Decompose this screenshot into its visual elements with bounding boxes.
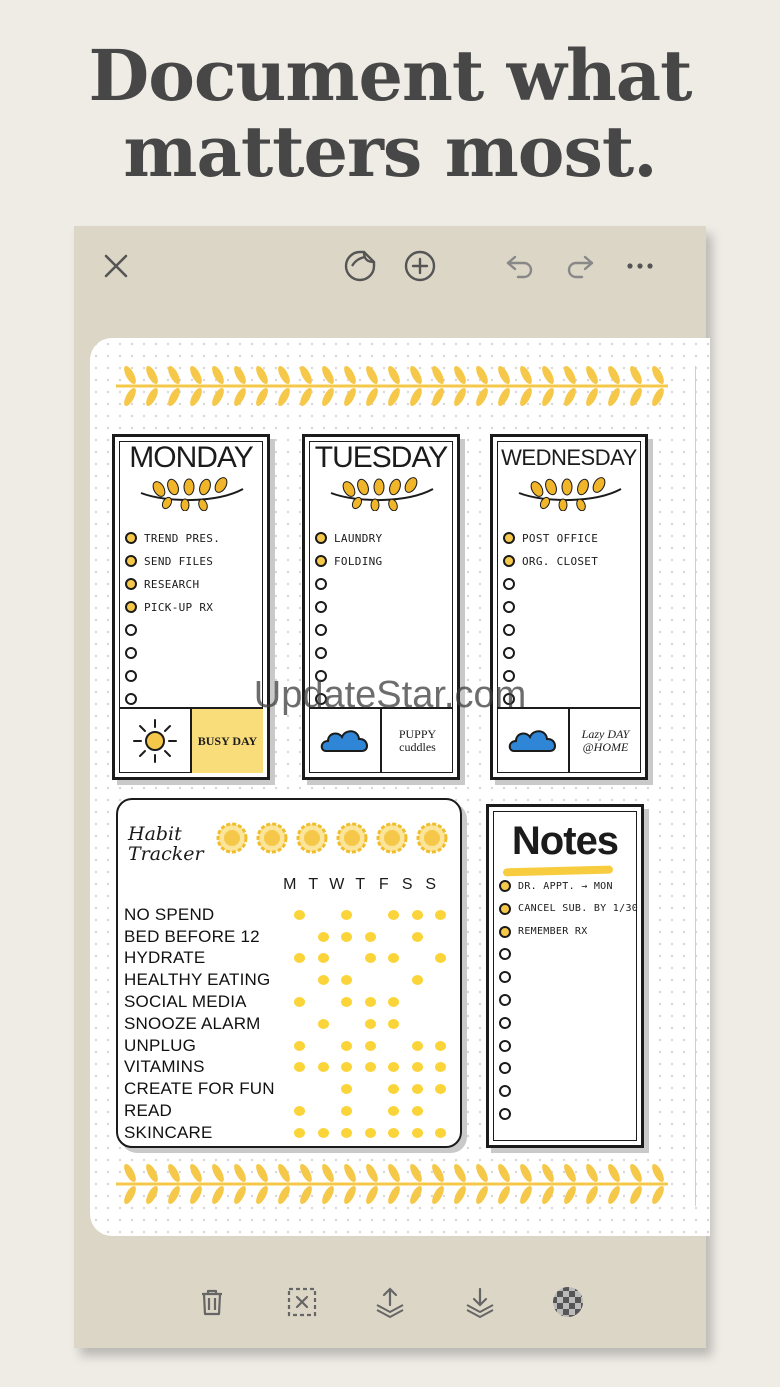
weekday-label: F <box>378 876 389 893</box>
habit-day-cell[interactable] <box>312 910 336 920</box>
habit-list <box>124 904 453 1144</box>
habit-day-cell[interactable] <box>382 975 406 985</box>
doodle-cell <box>497 709 568 773</box>
leaf-branch-icon <box>327 475 437 511</box>
habit-day-cell[interactable] <box>288 1062 312 1072</box>
habit-done-dot <box>341 1106 352 1116</box>
note-bullet[interactable] <box>499 994 511 1006</box>
habit-row[interactable] <box>124 1035 453 1057</box>
habit-day-cell[interactable] <box>406 1062 430 1072</box>
note-bullet[interactable] <box>499 880 511 892</box>
task-item[interactable] <box>315 552 382 570</box>
sun-badge-icon <box>216 822 248 854</box>
habit-day-cell[interactable] <box>406 910 430 920</box>
habit-day-cell[interactable] <box>359 1019 383 1029</box>
habit-day-cell[interactable] <box>312 953 336 963</box>
note-bullet[interactable] <box>499 903 511 915</box>
habit-done-dot <box>412 910 423 920</box>
task-bullet[interactable] <box>125 647 137 659</box>
note-bullet[interactable] <box>499 1085 511 1097</box>
habit-name: VITAMINS <box>124 1057 205 1077</box>
sun-badge-icon <box>296 822 328 854</box>
habit-done-dot <box>412 1062 423 1072</box>
habit-done-dot <box>318 1128 329 1138</box>
task-item[interactable] <box>315 598 334 616</box>
habit-done-dot <box>341 1084 352 1094</box>
habit-done-dot <box>341 910 352 920</box>
habit-done-dot <box>365 997 376 1007</box>
task-bullet[interactable] <box>503 624 515 636</box>
weekday-label: S <box>425 876 437 893</box>
sun-badge-icon <box>376 822 408 854</box>
habit-day-cell[interactable] <box>288 1106 312 1116</box>
sun-badge-icon <box>336 822 368 854</box>
weekday-header <box>278 876 443 894</box>
habit-done-dot <box>365 1062 376 1072</box>
habit-day-cell[interactable] <box>288 1041 312 1051</box>
habit-day-cell[interactable] <box>312 1128 336 1138</box>
task-label: FOLDING <box>334 554 383 568</box>
close-icon <box>99 249 133 283</box>
habit-done-dot <box>388 1062 399 1072</box>
habit-done-dot <box>388 1084 399 1094</box>
delete-button[interactable] <box>190 1280 234 1324</box>
habit-day-cell[interactable] <box>312 1019 336 1029</box>
task-label: ORG. CLOSET <box>522 554 599 568</box>
task-label: SEND FILES <box>144 554 214 568</box>
habit-done-dot <box>341 932 352 942</box>
habit-done-dot <box>341 1062 352 1072</box>
habit-day-cell[interactable] <box>382 1084 406 1094</box>
habit-day-cell[interactable] <box>406 932 430 942</box>
habit-done-dot <box>412 1041 423 1051</box>
note-item[interactable] <box>499 877 613 895</box>
habit-done-dot <box>318 1062 329 1072</box>
habit-done-dot <box>388 953 399 963</box>
task-bullet[interactable] <box>125 601 137 613</box>
habit-day-cell[interactable] <box>359 1062 383 1072</box>
day-title: MONDAY <box>129 441 253 474</box>
habit-day-cell[interactable] <box>406 1106 430 1116</box>
task-bullet[interactable] <box>503 532 515 544</box>
habit-done-dot <box>365 953 376 963</box>
habit-done-dot <box>388 1128 399 1138</box>
add-icon <box>403 249 437 283</box>
task-bullet[interactable] <box>315 578 327 590</box>
habit-tracker-title-line: Tracker <box>128 843 204 865</box>
sun-badge-icon <box>256 822 288 854</box>
habit-day-cell[interactable] <box>406 997 430 1007</box>
habit-day-cell[interactable] <box>359 1041 383 1051</box>
habit-day-cell[interactable] <box>429 997 453 1007</box>
note-item[interactable] <box>499 1059 518 1077</box>
habit-done-dot <box>318 953 329 963</box>
task-label: POST OFFICE <box>522 531 599 545</box>
move-up-layer-button[interactable] <box>368 1280 412 1324</box>
task-bullet[interactable] <box>503 601 515 613</box>
note-item[interactable] <box>499 900 638 918</box>
notes-title: Notes <box>511 819 619 863</box>
habit-done-dot <box>388 997 399 1007</box>
habit-day-cell[interactable] <box>312 997 336 1007</box>
habit-done-dot <box>318 932 329 942</box>
note-bullet[interactable] <box>499 926 511 938</box>
task-label: RESEARCH <box>144 577 200 591</box>
habit-day-cell[interactable] <box>312 932 336 942</box>
habit-done-dot <box>294 1106 305 1116</box>
undo-button[interactable] <box>498 244 542 288</box>
task-bullet[interactable] <box>315 555 327 567</box>
habit-day-cell[interactable] <box>288 910 312 920</box>
page-scrollbar[interactable] <box>695 366 696 1206</box>
task-bullet[interactable] <box>125 532 137 544</box>
note-item[interactable] <box>499 991 518 1009</box>
habit-day-cell[interactable] <box>382 932 406 942</box>
habit-day-cell[interactable] <box>382 910 406 920</box>
note-bullet[interactable] <box>499 1040 511 1052</box>
habit-row[interactable] <box>124 904 453 926</box>
weekday-label: S <box>401 876 413 893</box>
habit-done-dot <box>294 910 305 920</box>
habit-day-cell[interactable] <box>312 1106 336 1116</box>
habit-row[interactable] <box>124 926 453 948</box>
note-item[interactable] <box>499 1082 518 1100</box>
habit-done-dot <box>388 1106 399 1116</box>
habit-done-dot <box>294 1041 305 1051</box>
habit-day-cell[interactable] <box>429 1062 453 1072</box>
habit-tracker-title-line: Habit <box>128 823 182 845</box>
habit-day-cell[interactable] <box>335 932 359 942</box>
habit-done-dot <box>294 1062 305 1072</box>
task-bullet[interactable] <box>315 532 327 544</box>
habit-day-cell[interactable] <box>382 1019 406 1029</box>
habit-day-cell[interactable] <box>335 953 359 963</box>
habit-name: BED BEFORE 12 <box>124 926 260 946</box>
weekday-label: W <box>329 876 345 893</box>
habit-day-cell[interactable] <box>288 997 312 1007</box>
doodle-label: Lazy DAY @HOME <box>581 727 630 754</box>
note-bullet[interactable] <box>499 971 511 983</box>
habit-done-dot <box>365 932 376 942</box>
bottom-vine-decoration <box>112 1162 672 1206</box>
habit-day-cell[interactable] <box>312 975 336 985</box>
habit-row[interactable] <box>124 991 453 1013</box>
habit-done-dot <box>435 1084 446 1094</box>
task-item[interactable] <box>315 644 334 662</box>
app-window <box>74 226 706 1348</box>
sticker-button[interactable] <box>338 244 382 288</box>
habit-done-dot <box>388 1019 399 1029</box>
task-item[interactable] <box>125 552 213 570</box>
note-item[interactable] <box>499 968 518 986</box>
task-bullet[interactable] <box>315 647 327 659</box>
doodle-cell <box>568 709 641 773</box>
habit-day-cell[interactable] <box>312 1084 336 1094</box>
transparency-button[interactable] <box>546 1280 590 1324</box>
habit-day-cell[interactable] <box>359 1084 383 1094</box>
habit-done-dot <box>435 1128 446 1138</box>
move-up-layer-icon <box>373 1285 407 1319</box>
habit-name: HYDRATE <box>124 948 206 968</box>
habit-done-dot <box>412 1084 423 1094</box>
habit-day-cell[interactable] <box>335 1019 359 1029</box>
deselect-button[interactable] <box>280 1280 324 1324</box>
habit-done-dot <box>341 1041 352 1051</box>
habit-done-dot <box>412 1106 423 1116</box>
task-bullet[interactable] <box>315 624 327 636</box>
habit-day-cell[interactable] <box>406 975 430 985</box>
habit-name: SOCIAL MEDIA <box>124 992 247 1012</box>
habit-row[interactable] <box>124 1057 453 1079</box>
doodle-cell <box>190 709 263 773</box>
journal-page[interactable] <box>90 338 710 1236</box>
day-card-wednesday[interactable] <box>490 434 648 780</box>
task-item[interactable] <box>125 529 220 547</box>
add-button[interactable] <box>398 244 442 288</box>
habit-day-cell[interactable] <box>382 1106 406 1116</box>
habit-day-cell[interactable] <box>382 1128 406 1138</box>
task-bullet[interactable] <box>315 601 327 613</box>
habit-day-cell[interactable] <box>429 1106 453 1116</box>
leaf-branch-icon <box>137 475 247 511</box>
habit-day-cell[interactable] <box>429 932 453 942</box>
trash-icon <box>195 1285 229 1319</box>
habit-done-dot <box>294 997 305 1007</box>
habit-day-cell[interactable] <box>429 1128 453 1138</box>
habit-done-dot <box>435 1062 446 1072</box>
habit-day-cell[interactable] <box>359 997 383 1007</box>
watermark: UpdateStar.com <box>253 674 527 716</box>
redo-button[interactable] <box>558 244 602 288</box>
habit-day-cell[interactable] <box>429 910 453 920</box>
task-item[interactable] <box>503 644 522 662</box>
habit-day-cell[interactable] <box>429 953 453 963</box>
note-bullet[interactable] <box>499 1062 511 1074</box>
habit-name: NO SPEND <box>124 904 215 924</box>
habit-row[interactable] <box>124 1100 453 1122</box>
task-item[interactable] <box>315 529 382 547</box>
habit-day-cell[interactable] <box>359 1128 383 1138</box>
habit-name: UNPLUG <box>124 1035 197 1055</box>
habit-day-cell[interactable] <box>406 953 430 963</box>
habit-day-cell[interactable] <box>382 953 406 963</box>
habit-day-cell[interactable] <box>335 1084 359 1094</box>
transparency-icon <box>551 1285 585 1319</box>
habit-done-dot <box>294 1128 305 1138</box>
task-label: TREND PRES. <box>144 531 221 545</box>
move-down-layer-button[interactable] <box>458 1280 502 1324</box>
habit-done-dot <box>412 932 423 942</box>
habit-day-cell[interactable] <box>359 975 383 985</box>
habit-day-cell[interactable] <box>335 1041 359 1051</box>
cloud-icon <box>318 723 372 759</box>
task-item[interactable] <box>503 575 522 593</box>
task-item[interactable] <box>503 621 522 639</box>
top-vine-decoration <box>112 364 672 408</box>
note-bullet[interactable] <box>499 948 511 960</box>
headline-line-1: Document what <box>88 34 692 117</box>
more-icon <box>623 249 657 283</box>
note-label: DR. APPT. → MON <box>518 880 613 892</box>
habit-tracker-title <box>128 824 204 864</box>
note-bullet[interactable] <box>499 1017 511 1029</box>
day-card-tuesday[interactable] <box>302 434 460 780</box>
task-item[interactable] <box>315 621 334 639</box>
task-bullet[interactable] <box>125 624 137 636</box>
task-item[interactable] <box>125 644 144 662</box>
sun-row <box>216 822 448 854</box>
task-item[interactable] <box>125 575 199 593</box>
task-item[interactable] <box>315 575 334 593</box>
habit-day-cell[interactable] <box>288 953 312 963</box>
weekday-label: T <box>355 876 366 893</box>
note-item[interactable] <box>499 1105 518 1123</box>
habit-name: HEALTHY EATING <box>124 970 271 990</box>
habit-day-cell[interactable] <box>288 1128 312 1138</box>
undo-icon <box>503 249 537 283</box>
habit-day-cell[interactable] <box>359 953 383 963</box>
notes-card[interactable] <box>486 804 644 1148</box>
doodle-label: BUSY DAY <box>197 733 258 748</box>
sticker-icon <box>343 249 377 283</box>
habit-day-cell[interactable] <box>382 997 406 1007</box>
habit-name: READ <box>124 1101 173 1121</box>
habit-done-dot <box>412 975 423 985</box>
task-bullet[interactable] <box>125 578 137 590</box>
habit-row[interactable] <box>124 1013 453 1035</box>
habit-row[interactable] <box>124 969 453 991</box>
habit-day-cell[interactable] <box>359 932 383 942</box>
habit-day-cell[interactable] <box>335 997 359 1007</box>
task-bullet[interactable] <box>125 555 137 567</box>
habit-done-dot <box>318 1019 329 1029</box>
habit-day-cell[interactable] <box>382 1041 406 1051</box>
task-bullet[interactable] <box>503 555 515 567</box>
cloud-icon <box>506 723 560 759</box>
note-item[interactable] <box>499 1014 518 1032</box>
note-label: CANCEL SUB. BY 1/30 <box>518 903 639 915</box>
habit-name: CREATE FOR FUN <box>124 1079 275 1099</box>
habit-done-dot <box>412 1128 423 1138</box>
habit-done-dot <box>294 953 305 963</box>
task-item[interactable] <box>125 621 144 639</box>
weekday-label: T <box>308 876 319 893</box>
habit-day-cell[interactable] <box>288 932 312 942</box>
habit-row[interactable] <box>124 948 453 970</box>
habit-row[interactable] <box>124 1122 453 1144</box>
habit-day-cell[interactable] <box>335 1062 359 1072</box>
habit-name: SNOOZE ALARM <box>124 1013 261 1033</box>
habit-done-dot <box>388 910 399 920</box>
habit-day-cell[interactable] <box>406 1084 430 1094</box>
task-bullet[interactable] <box>503 647 515 659</box>
habit-day-cell[interactable] <box>429 975 453 985</box>
weekday-label: M <box>283 876 297 893</box>
task-item[interactable] <box>503 598 522 616</box>
habit-done-dot <box>341 975 352 985</box>
habit-done-dot <box>318 975 329 985</box>
habit-tracker-card[interactable] <box>116 798 462 1148</box>
day-title: WEDNESDAY <box>501 445 637 470</box>
habit-done-dot <box>435 910 446 920</box>
deselect-icon <box>285 1285 319 1319</box>
habit-done-dot <box>341 997 352 1007</box>
leaf-branch-icon <box>515 475 625 511</box>
habit-day-cell[interactable] <box>406 1128 430 1138</box>
more-button[interactable] <box>618 244 662 288</box>
habit-day-cell[interactable] <box>429 1019 453 1029</box>
doodle-label: PUPPY cuddles <box>398 727 437 754</box>
habit-done-dot <box>365 1019 376 1029</box>
habit-day-cell[interactable] <box>312 1062 336 1072</box>
note-item[interactable] <box>499 945 518 963</box>
task-bullet[interactable] <box>503 578 515 590</box>
task-item[interactable] <box>503 552 598 570</box>
habit-day-cell[interactable] <box>288 1084 312 1094</box>
habit-day-cell[interactable] <box>359 1106 383 1116</box>
sun-badge-icon <box>416 822 448 854</box>
move-down-layer-icon <box>463 1285 497 1319</box>
habit-name: SKINCARE <box>124 1122 213 1142</box>
redo-icon <box>563 249 597 283</box>
habit-day-cell[interactable] <box>335 1128 359 1138</box>
habit-day-cell[interactable] <box>288 975 312 985</box>
note-label: REMEMBER RX <box>518 926 588 938</box>
headline-line-2: matters most. <box>123 110 657 193</box>
habit-done-dot <box>341 1128 352 1138</box>
doodle-cell <box>309 709 380 773</box>
habit-day-cell[interactable] <box>312 1041 336 1051</box>
task-label: LAUNDRY <box>334 531 383 545</box>
habit-day-cell[interactable] <box>429 1041 453 1051</box>
note-bullet[interactable] <box>499 1108 511 1120</box>
task-item[interactable] <box>125 598 213 616</box>
task-item[interactable] <box>503 529 598 547</box>
habit-day-cell[interactable] <box>406 1019 430 1029</box>
sun-icon <box>131 717 179 765</box>
habit-day-cell[interactable] <box>335 1106 359 1116</box>
day-title: TUESDAY <box>314 441 448 474</box>
doodle-cell <box>380 709 453 773</box>
habit-day-cell[interactable] <box>359 910 383 920</box>
habit-day-cell[interactable] <box>335 910 359 920</box>
habit-day-cell[interactable] <box>429 1084 453 1094</box>
habit-day-cell[interactable] <box>288 1019 312 1029</box>
habit-day-cell[interactable] <box>406 1041 430 1051</box>
headline <box>0 34 780 193</box>
doodle-cell <box>119 709 190 773</box>
day-card-monday[interactable] <box>112 434 270 780</box>
habit-done-dot <box>435 953 446 963</box>
habit-done-dot <box>435 1041 446 1051</box>
task-label: PICK-UP RX <box>144 600 214 614</box>
note-item[interactable] <box>499 923 588 941</box>
habit-day-cell[interactable] <box>335 975 359 985</box>
habit-done-dot <box>365 1128 376 1138</box>
habit-row[interactable] <box>124 1078 453 1100</box>
habit-done-dot <box>365 1041 376 1051</box>
habit-day-cell[interactable] <box>382 1062 406 1072</box>
note-item[interactable] <box>499 1037 518 1055</box>
close-button[interactable] <box>94 244 138 288</box>
